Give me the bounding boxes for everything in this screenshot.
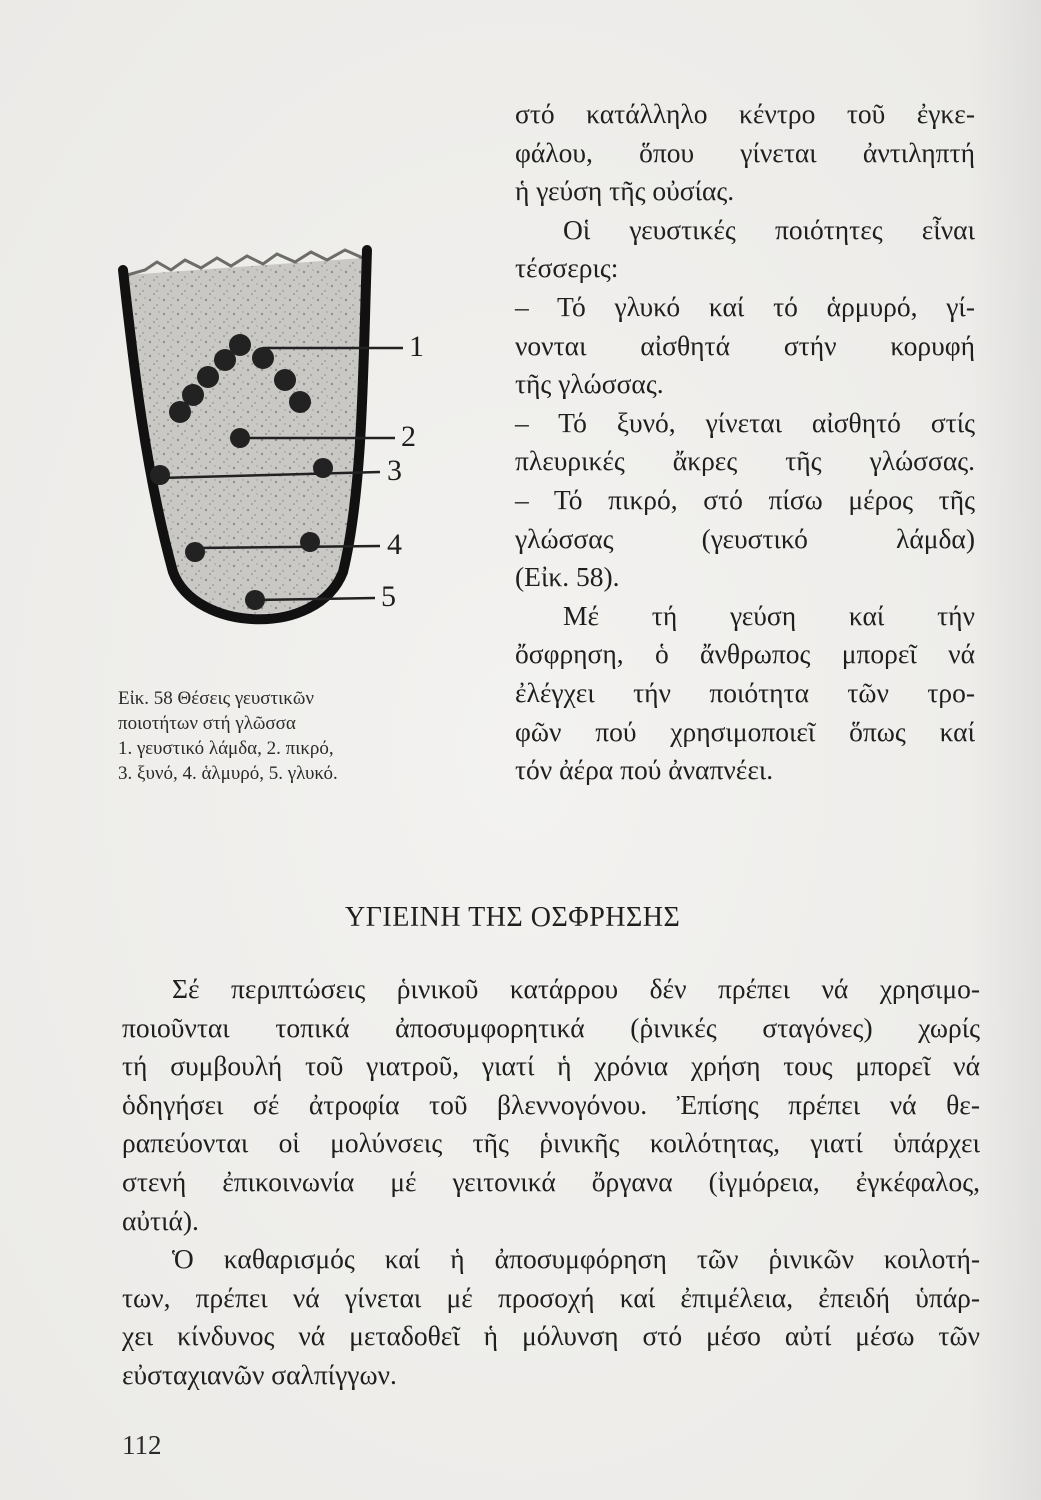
text-line: ὄσφρηση, ὁ ἄνθρωπος μπορεῖ νά — [515, 638, 975, 670]
label-2: 2 — [401, 420, 416, 453]
text-line: (Εἰκ. 58). — [515, 561, 620, 593]
text-line: πλευρικές ἄκρες τῆς γλώσσας. — [515, 445, 975, 477]
text-line: τή συμβουλή τοῦ γιατροῦ, γιατί ἡ χρόνια χρήση τους μπορεῖ νά — [122, 1050, 980, 1082]
caption-line: Εἰκ. 58 Θέσεις γευστικῶν — [118, 688, 314, 709]
body-text — [122, 970, 980, 1395]
text-line: των, πρέπει νά γίνεται μέ προσοχή καί ἐπιμέλεια, ἐπειδή ὑπάρ- — [122, 1281, 980, 1313]
caption-line: 3. ξυνό, 4. ἁλμυρό, 5. γλυκό. — [118, 763, 338, 784]
figure-caption — [118, 686, 448, 786]
label-5: 5 — [381, 580, 396, 613]
text-line: ραπεύονται οἱ μολύνσεις τῆς ῥινικῆς κοιλότητας, γιατί ὑπάρχει — [122, 1127, 980, 1159]
text-line: Σέ περιπτώσεις ῥινικοῦ κατάρρου δέν πρέπει νά χρησιμο- — [172, 973, 980, 1004]
text-line: χει κίνδυνος νά μεταδοθεῖ ἡ μόλυνση στό μέσο αὐτί μέσω τῶν — [122, 1320, 980, 1352]
right-column-text — [515, 95, 975, 790]
text-line: Μέ τή γεύση καί τήν — [563, 599, 975, 631]
tongue-taste-zones-figure — [105, 240, 425, 640]
caption-line: 1. γευστικό λάμδα, 2. πικρό, — [118, 738, 334, 759]
label-4: 4 — [387, 528, 402, 561]
text-line: τόν ἀέρα πού ἀναπνέει. — [515, 754, 774, 786]
caption-line: ποιοτήτων στή γλῶσσα — [118, 713, 296, 734]
text-line: Οἱ γευστικές ποιότητες εἶναι — [563, 213, 975, 245]
text-line: ἡ γεύση τῆς οὐσίας. — [515, 175, 735, 207]
text-line: – Τό ξυνό, γίνεται αἰσθητό στίς — [515, 406, 975, 438]
text-line: στό κατάλληλο κέντρο τοῦ ἐγκε- — [515, 98, 975, 129]
text-line: ὁδηγήσει σέ ἀτροφία τοῦ βλεννογόνου. Ἐπίσης πρέπει νά θε- — [122, 1088, 980, 1120]
label-3: 3 — [387, 454, 402, 487]
text-line: τέσσερις: — [515, 252, 619, 284]
text-line: – Τό πικρό, στό πίσω μέρος τῆς — [515, 483, 975, 515]
text-line: γλώσσας (γευστικό λάμδα) — [515, 522, 975, 554]
text-line: νονται αἰσθητά στήν κορυφή — [515, 329, 975, 361]
text-line: – Τό γλυκό καί τό ἁρμυρό, γί- — [515, 290, 975, 322]
text-line: εὐσταχιανῶν σαλπίγγων. — [122, 1358, 397, 1390]
text-line: Ὁ καθαρισμός καί ἡ ἀποσυμφόρηση τῶν ῥινικῶν κοιλοτή- — [172, 1243, 980, 1275]
label-1: 1 — [409, 330, 424, 363]
text-line: αὐτιά). — [122, 1204, 199, 1236]
text-line: φάλου, ὅπου γίνεται ἀντιληπτή — [515, 136, 975, 168]
zone-4-dot-right — [300, 532, 320, 552]
page-number: 112 — [122, 1430, 162, 1460]
section-heading: ΥΓΙΕΙΝΗ ΤΗΣ ΟΣΦΡΗΣΗΣ — [345, 902, 681, 933]
text-line: ἐλέγχει τήν ποιότητα τῶν τρο- — [515, 676, 975, 708]
text-line: τῆς γλώσσας. — [515, 368, 664, 400]
text-line: ποιοῦνται τοπικά ἀποσυμφορητικά (ῥινικές σταγόνες) χωρίς — [122, 1011, 980, 1043]
zone-3-dot-right — [313, 458, 333, 478]
zone-4-dot-left — [185, 542, 205, 562]
zone-3-dot-left — [150, 465, 170, 485]
text-line: φῶν πού χρησιμοποιεῖ ὅπως καί — [515, 715, 975, 747]
text-line: στενή ἐπικοινωνία μέ γειτονικά ὄργανα (ἰγμόρεια, ἐγκέφαλος, — [122, 1165, 980, 1197]
